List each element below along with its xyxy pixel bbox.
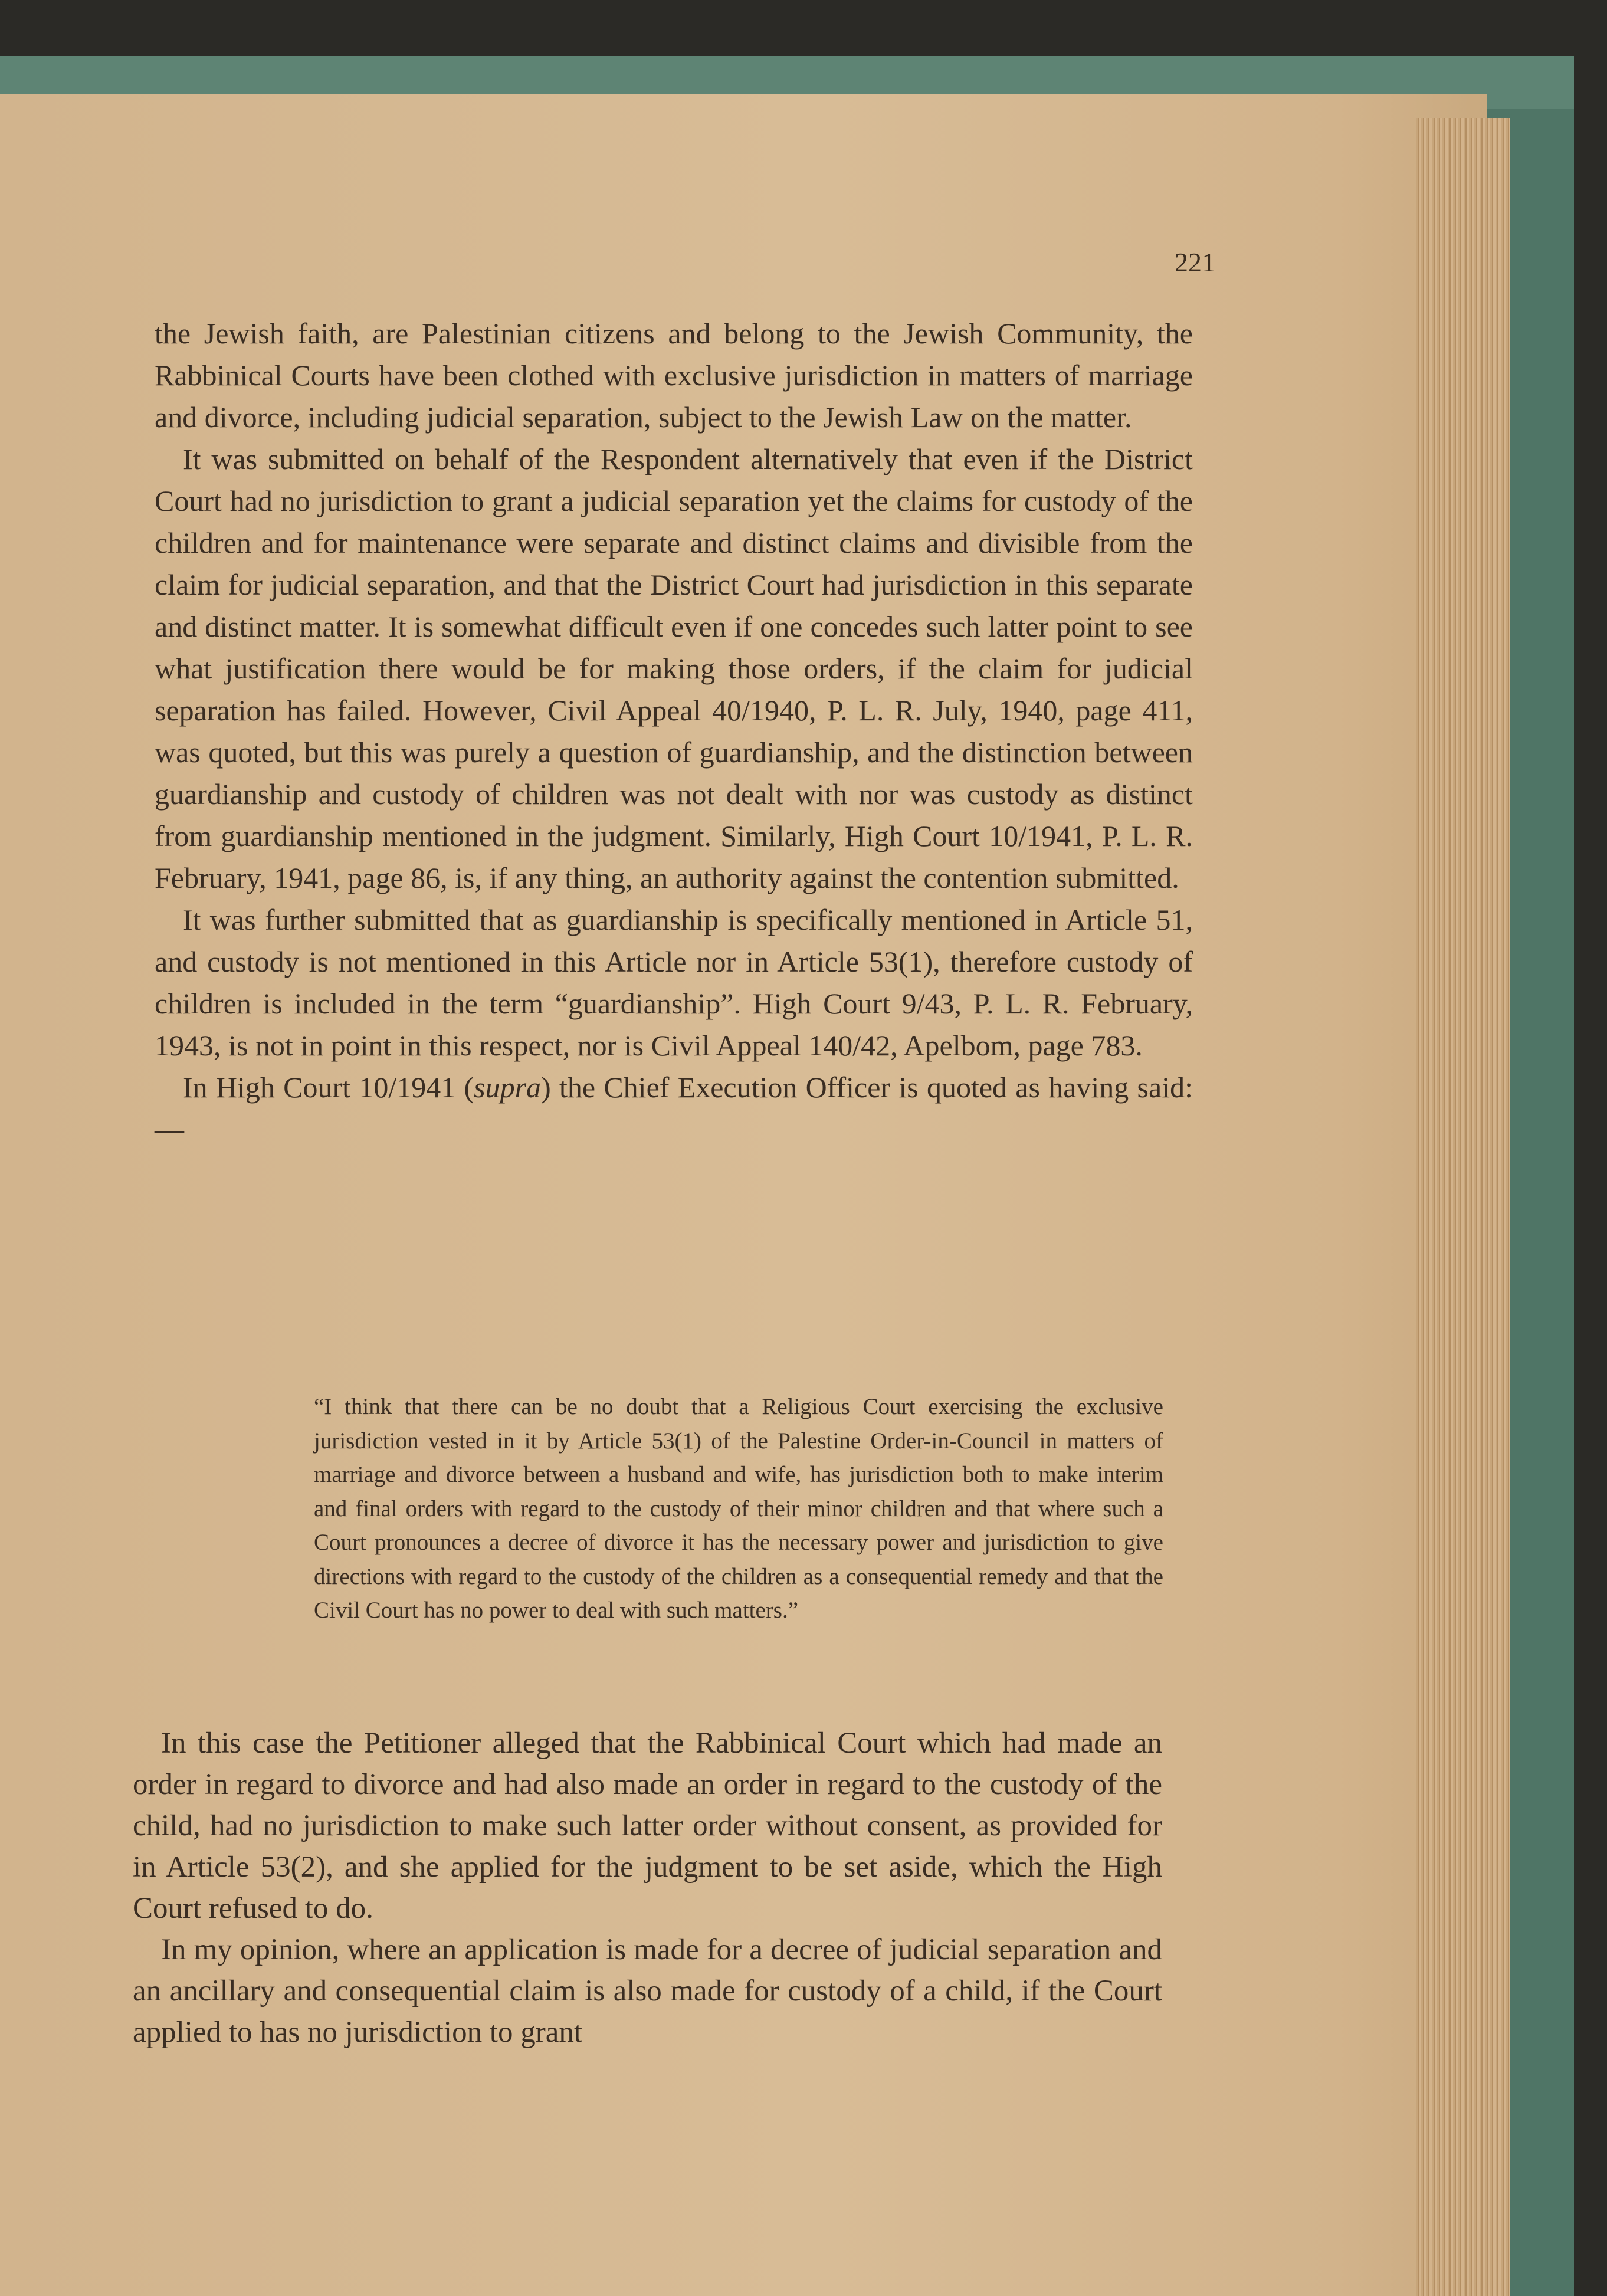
page-number: 221 bbox=[1175, 247, 1215, 277]
paragraph-6: In my opinion, where an application is made for a decree of judicial separation and an ancillary and consequential claim is also made for custody of a child, if the Court applied to has no jurisdiction to grant bbox=[133, 1933, 1162, 2049]
page-edges bbox=[1416, 118, 1510, 2296]
paragraph-1: the Jewish faith, are Palestinian citizens and belong to the Jewish Community, the Rabbinical Courts have been clothed with exclusive jurisdiction in matters of marriage and divorce, including judicial separation, subject to the Jewish Law on the matter. bbox=[155, 317, 1193, 434]
paragraph-4 bbox=[155, 1067, 1193, 1150]
body-text-upper bbox=[155, 313, 1193, 1150]
paragraph-5: In this case the Petitioner alleged that the Rabbinical Court which had made an order in regard to divorce and had also made an order in regard to the custody of the child, had no jurisdiction to make such latter order without consent, as provided for in Article 53(2), and she applied for the judgment to be set aside, which the High Court refused to do. bbox=[133, 1727, 1162, 1925]
body-text-lower bbox=[133, 1723, 1162, 2053]
paragraph-2: It was submitted on behalf of the Respondent alternatively that even if the District Court had no jurisdiction to grant a judicial separation yet the claims for custody of the children and for maintenance were separate and distinct claims and divisible from the claim for judicial separation, and that the District Court had jurisdiction in this separate and distinct matter. It is somewhat difficult even if one concedes such latter point to see what justification there would be for making those orders, if the claim for judicial separation has failed. However, Civil Appeal 40/1940, P. L. R. July, 1940, page 411, was quoted, but this was purely a question of guardianship, and the distinction between guardianship and custody of children was not dealt with nor was custody as distinct from guardianship mentioned in the judgment. Similarly, High Court 10/1941, P. L. R. February, 1941, page 86, is, if any thing, an authority against the contention submitted. bbox=[155, 442, 1193, 894]
paragraph-3: It was further submitted that as guardianship is specifically mentioned in Article 51, and custody is not mentioned in this Article nor in Article 53(1), therefore custody of children is included in the term “guardianship”. High Court 9/43, P. L. R. February, 1943, is not in point in this respect, nor is Civil Appeal 140/42, Apelbom, page 783. bbox=[155, 903, 1193, 1062]
paragraph-4-text-a: In High Court 10/1941 ( bbox=[183, 1071, 474, 1104]
quote-text: “I think that there can be no doubt that a Religious Court exercising the exclusive jurisdiction vested in it by Article 53(1) of the Palestine Order-in-Council in matters of marriage and divorce between a husband and wife, has jurisdiction both to make interim and final orders with regard to the custody of their minor children and that where such a Court pronounces a decree of divorce it has the necessary power and jurisdiction to give directions with regard to the custody of the children as a consequential remedy and that the Civil Court has no power to deal with such matters.” bbox=[314, 1394, 1163, 1623]
paragraph-4-italic: supra bbox=[474, 1071, 542, 1104]
block-quote bbox=[314, 1390, 1163, 1628]
paragraph-4-text-b: ) the Chief Execution Officer is quoted as having said:— bbox=[155, 1071, 1193, 1146]
